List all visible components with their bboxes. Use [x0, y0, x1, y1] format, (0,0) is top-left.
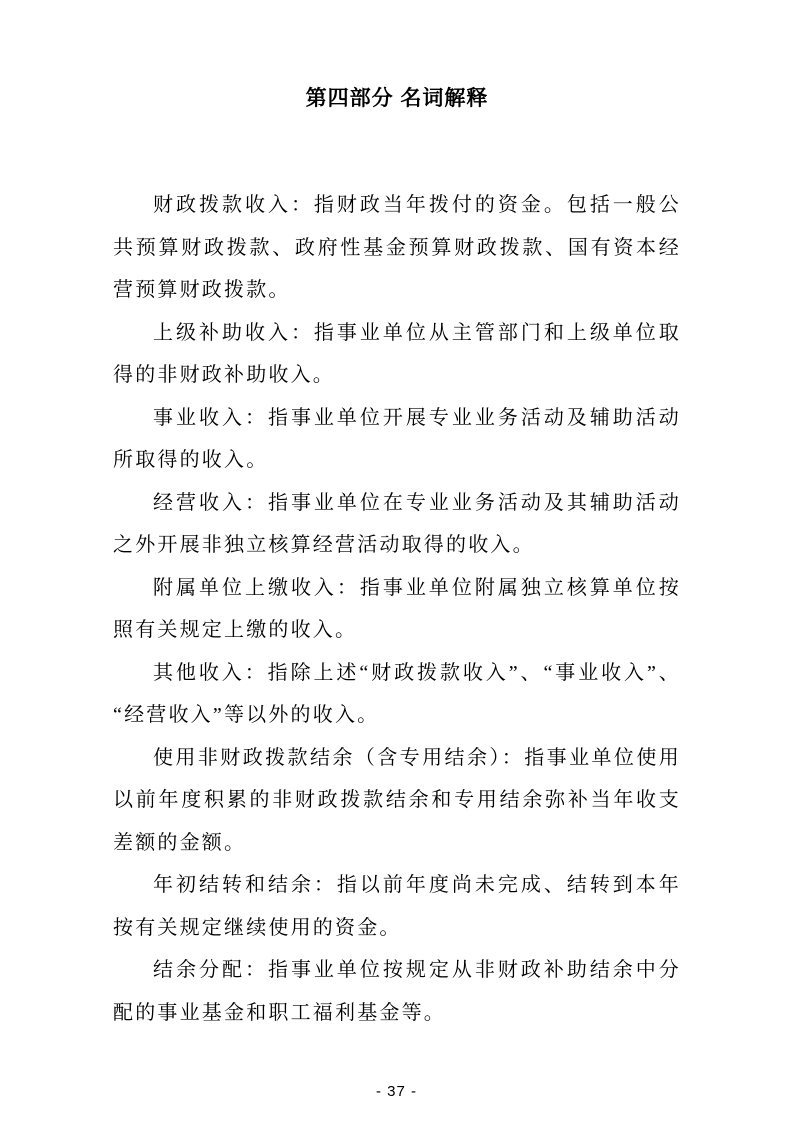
document-body — [113, 184, 681, 1034]
paragraph-carryover-and-surplus: 年初结转和结余：指以前年度尚未完成、结转到本年按有关规定继续使用的资金。 — [113, 874, 681, 939]
paragraph-fiscal-appropriation-income: 财政拨款收入：指财政当年拨付的资金。包括一般公共预算财政拨款、政府性基金预算财政拨款、国有资本经营预算财政拨款。 — [113, 194, 681, 301]
paragraph-superior-subsidy-income: 上级补助收入：指事业单位从主管部门和上级单位取得的非财政补助收入。 — [113, 321, 681, 386]
paragraph-affiliated-unit-income: 附属单位上缴收入：指事业单位附属独立核算单位按照有关规定上缴的收入。 — [113, 576, 681, 641]
paragraph-non-fiscal-surplus-use: 使用非财政拨款结余（含专用结余）：指事业单位使用以前年度积累的非财政拨款结余和专用结余弥补当年收支差额的金额。 — [113, 746, 681, 854]
page-title: 第四部分 名词解释 — [305, 87, 489, 110]
paragraph-operating-unit-income: 事业收入：指事业单位开展专业业务活动及辅助活动所取得的收入。 — [113, 406, 681, 471]
paragraph-other-income: 其他收入：指除上述“财政拨款收入”、“事业收入”、“经营收入”等以外的收入。 — [113, 661, 681, 726]
paragraph-surplus-distribution: 结余分配：指事业单位按规定从非财政补助结余中分配的事业基金和职工福利基金等。 — [113, 959, 681, 1024]
paragraph-business-income: 经营收入：指事业单位在专业业务活动及其辅助活动之外开展非独立核算经营活动取得的收入。 — [113, 491, 681, 556]
page-number: - 37 - — [375, 1083, 417, 1100]
